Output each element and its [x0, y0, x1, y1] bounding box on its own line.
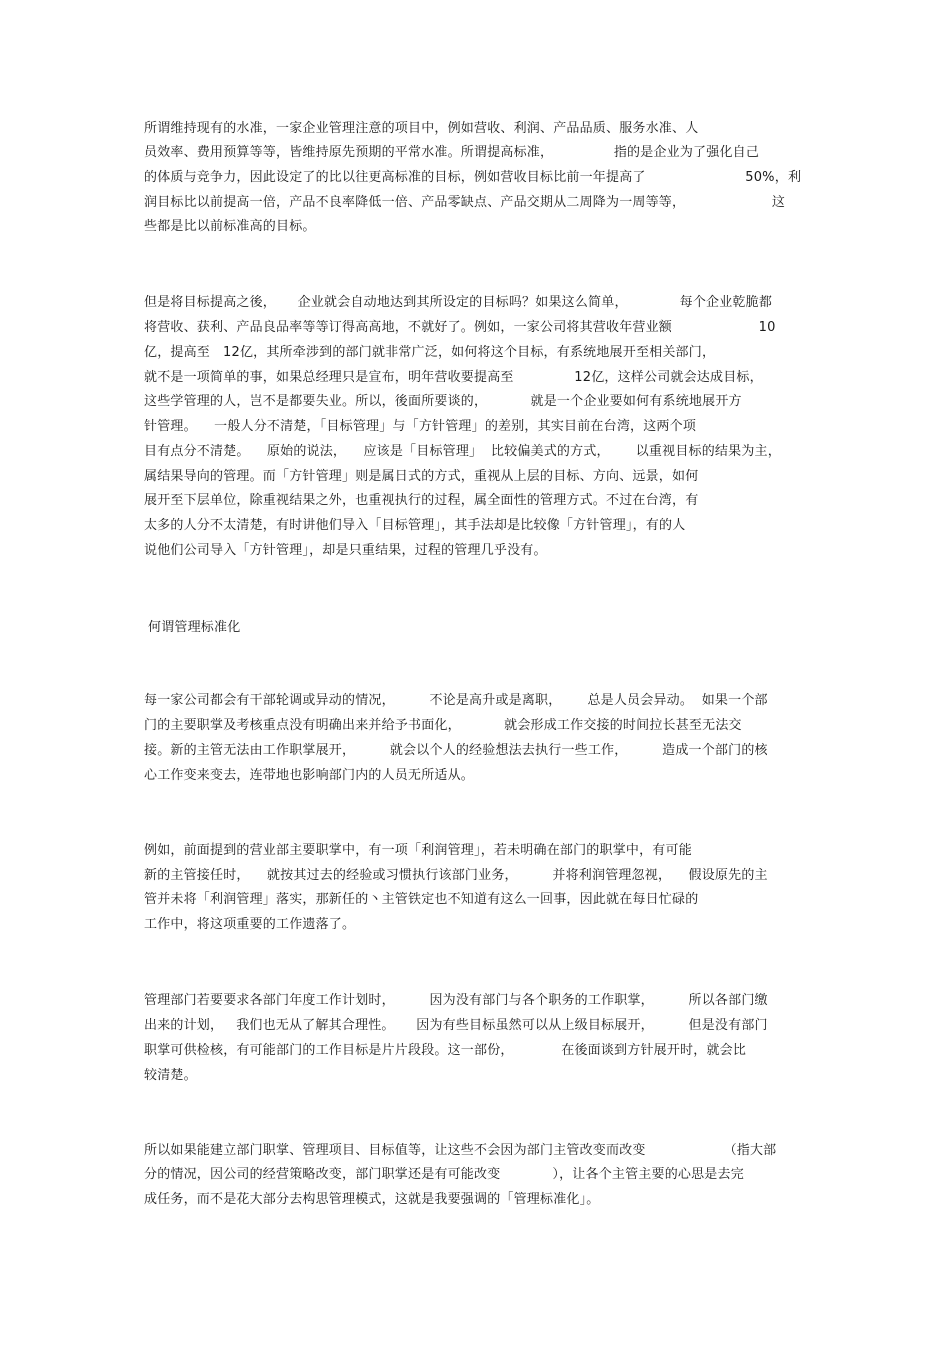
text-line: 针管理。 一般人分不清楚，「目标管理」与「方针管理」的差别，其实目前在台湾，这两个项: [144, 419, 697, 434]
text-line: 但是将目标提高之後， 企业就会自动地达到其所设定的目标吗？如果这么简单， 每个企业乾脆都: [144, 295, 773, 310]
text-line: 职掌可供检核，有可能部门的工作目标是片片段段。这一部份， 在後面谈到方针展开时，就会比: [144, 1043, 747, 1058]
text-line: 的体质与竞争力，因此设定了的比以往更高标准的目标，例如营收目标比前一年提高了 50%，利: [144, 170, 802, 185]
text-line: 展开至下层单位，除重视结果之外，也重视执行的过程，属全面性的管理方式。不过在台湾，有: [144, 493, 699, 508]
text-line: 工作中，将这项重要的工作遗落了。: [144, 917, 356, 932]
text-line: 管并未将「利润管理」落实，那新任的丶主管铁定也不知道有这么一回事，因此就在每日忙碌的: [144, 892, 699, 907]
text-line: 这些学管理的人，岂不是都要失业。所以，後面所要谈的， 就是一个企业要如何有系统地展开方: [144, 394, 742, 409]
text-line: 门的主要职掌及考核重点没有明确出来并给予书面化， 就会形成工作交接的时间拉长甚至无法交: [144, 718, 742, 733]
text-line: 些都是比以前标准高的目标。: [144, 219, 316, 234]
text-line: 润目标比以前提高一倍，产品不良率降低一倍、产品零缺点、产品交期从二周降为一周等等， 这: [144, 195, 786, 210]
text-line: 就不是一项简单的事，如果总经理只是宣布，明年营收要提高至 12亿，这样公司就会达成目标，: [144, 370, 763, 385]
text-line: 心工作变来变去，连带地也影响部门内的人员无所适从。: [144, 768, 475, 783]
section-heading: 何谓管理标准化: [148, 620, 241, 635]
text-line: 属结果导向的管理。而「方针管理」则是属日式的方式，重视从上层的目标、方向、远景，如何: [144, 469, 699, 484]
text-line: 每一家公司都会有干部轮调或异动的情况， 不论是高升或是离职， 总是人员会异动。 如果一个部: [144, 693, 768, 708]
text-line: 说他们公司导入「方针管理」，却是只重结果，过程的管理几乎没有。: [144, 543, 547, 558]
text-line: 将营收、获利、产品良品率等等订得高高地，不就好了。例如，一家公司将其营收年营业额 10: [144, 320, 776, 335]
text-line: 所谓维持现有的水准，一家企业管理注意的项目中，例如营收、利润、产品品质、服务水准、人: [144, 121, 699, 136]
text-line: 太多的人分不太清楚，有时讲他们导入「目标管理」，其手法却是比较像「方针管理」，有的人: [144, 518, 686, 533]
text-line: 亿，提高至 12亿，其所牵涉到的部门就非常广泛，如何将这个目标，有系统地展开至相关部门，: [144, 345, 716, 360]
text-line: 员效率、费用预算等等，皆维持原先预期的平常水准。所谓提高标准， 指的是企业为了强化自己: [144, 145, 760, 160]
text-line: 分的情况，因公司的经营策略改变，部门职掌还是有可能改变 ），让各个主管主要的心思是去完: [144, 1167, 744, 1182]
text-line: 目有点分不清楚。 原始的说法， 应该是「目标管理」 比较偏美式的方式， 以重视目标的结果为主，: [144, 444, 781, 459]
text-line: 较清楚。: [144, 1068, 197, 1083]
text-line: 接。新的主管无法由工作职掌展开， 就会以个人的经验想法去执行一些工作， 造成一个部门的核: [144, 743, 768, 758]
text-line: 新的主管接任时， 就按其过去的经验或习惯执行该部门业务， 并将利润管理忽视， 假设原先的主: [144, 868, 768, 883]
text-line: 管理部门若要要求各部门年度工作计划时， 因为没有部门与各个职务的工作职掌， 所以各部门缴: [144, 993, 768, 1008]
text-line: 例如，前面提到的营业部主要职掌中，有一项「利润管理」，若未明确在部门的职掌中，有可能: [144, 843, 692, 858]
text-line: 出来的计划， 我们也无从了解其合理性。 因为有些目标虽然可以从上级目标展开， 但是没有部门: [144, 1018, 768, 1033]
text-line: 所以如果能建立部门职掌、管理项目、目标值等，让这些不会因为部门主管改变而改变 （指大部: [144, 1143, 777, 1158]
text-line: 成任务，而不是花大部分去构思管理模式，这就是我要强调的「管理标准化」。: [144, 1192, 600, 1207]
